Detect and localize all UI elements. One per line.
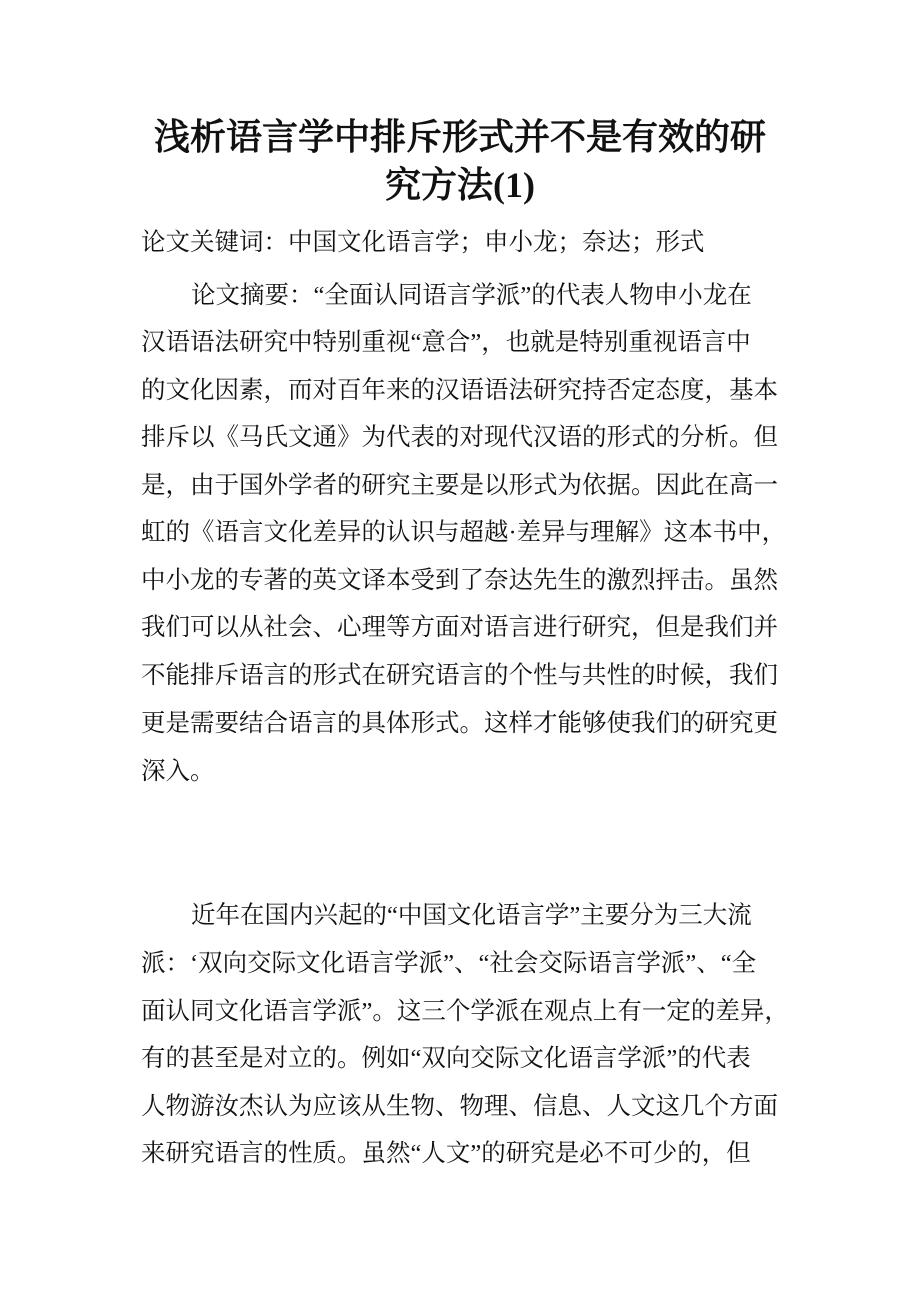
title-line: 究方法(1)	[385, 165, 535, 205]
abstract-line: 是，由于国外学者的研究主要是以形式为依据。因此在高一	[141, 472, 778, 499]
body-line: 近年在国内兴起的“中国文化语言学”主要分为三大流	[191, 902, 752, 929]
abstract-line: 虹的《语言文化差异的认识与超越·差异与理解》这本书中，	[141, 519, 787, 546]
abstract-line: 论文摘要：“全面认同语言学派”的代表人物申小龙在	[191, 282, 752, 309]
abstract-line: 不能排斥语言的形式在研究语言的个性与共性的时候，我们	[141, 662, 778, 689]
body-line: 面认同文化语言学派”。这三个学派在观点上有一定的差异，	[141, 998, 789, 1025]
body-line: 派：‘双向交际文化语言学派”、“社会交际语言学派”、“全	[141, 950, 757, 977]
abstract-line: 我们可以从社会、心理等方面对语言进行研究，但是我们并	[141, 614, 778, 641]
abstract-line: 中小龙的专著的英文译本受到了奈达先生的激烈抨击。虽然	[141, 567, 778, 594]
body-line: 有的甚至是对立的。例如“双向交际文化语言学派”的代表	[141, 1045, 751, 1072]
abstract-line: 的文化因素，而对百年来的汉语语法研究持否定态度，基本	[141, 377, 778, 404]
abstract-line: 汉语语法研究中特别重视“意合”，也就是特别重视语言中	[141, 329, 751, 356]
abstract-line: 深入。	[141, 758, 215, 785]
title-line: 浅析语言学中排斥形式并不是有效的研	[153, 117, 766, 157]
abstract-line: 排斥以《马氏文通》为代表的对现代汉语的形式的分析。但	[141, 424, 778, 451]
keywords: 论文关键词：中国文化语言学；申小龙；奈达；形式	[141, 229, 705, 256]
body-line: 来研究语言的性质。虽然“人文”的研究是必不可少的，但	[141, 1140, 751, 1167]
abstract-line: 更是需要结合语言的具体形式。这样才能够使我们的研究更	[141, 710, 778, 737]
body-line: 人物游汝杰认为应该从生物、物理、信息、人文这几个方面	[141, 1093, 778, 1120]
